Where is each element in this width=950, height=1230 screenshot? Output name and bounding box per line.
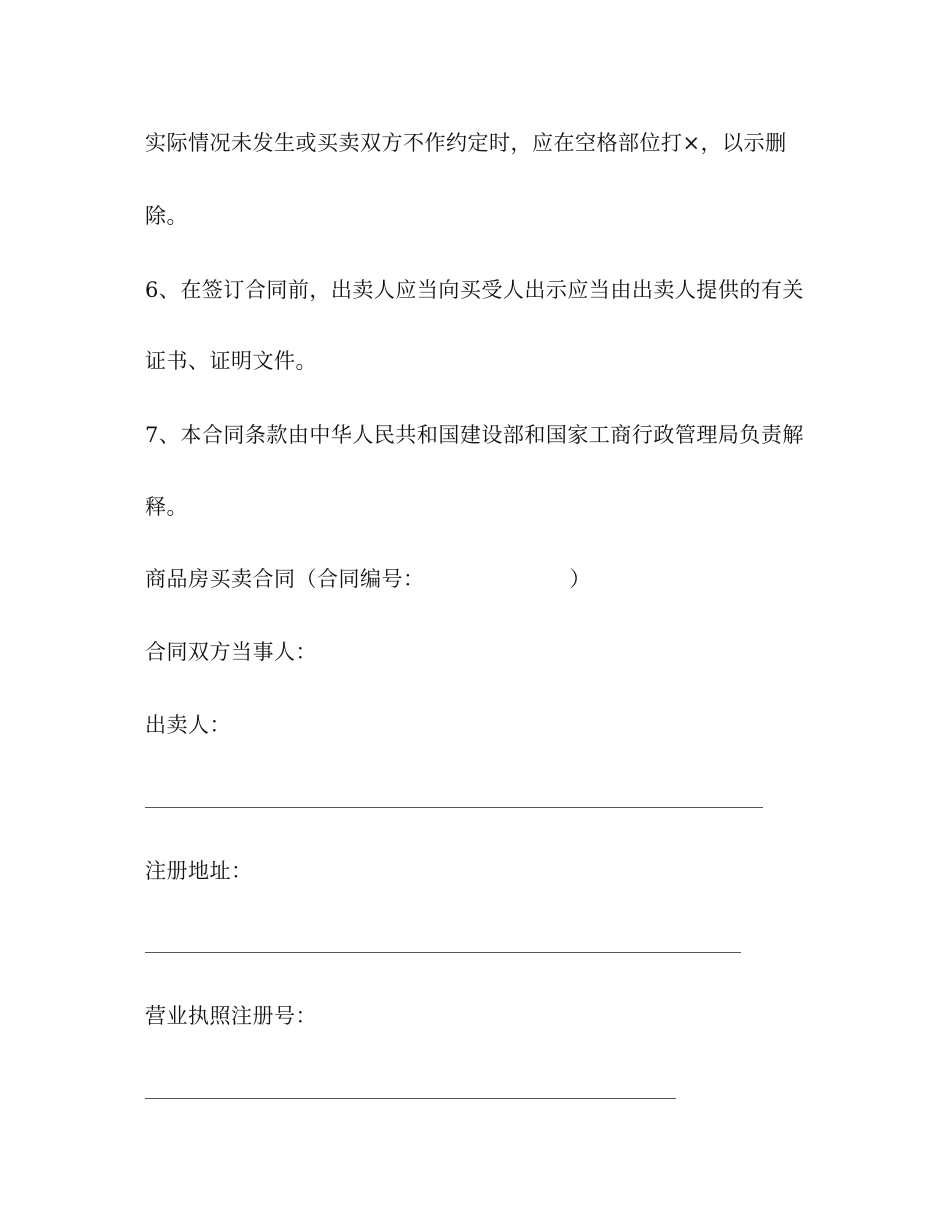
contract-title-suffix: ） [569,567,591,591]
seller-fill-line [145,807,763,808]
paragraph-6-line-1: 6、在签订合同前，出卖人应当向买受人出示应当由出卖人提供的有关 [145,278,804,302]
contract-title [145,564,591,594]
paragraph-7-line-2: 释。 [145,495,188,519]
paragraph-5-line-1: 实际情况未发生或买卖双方不作约定时，应在空格部位打×，以示删 [145,131,787,155]
paragraph-5-line-2: 除。 [145,204,188,228]
business-license-label: 营业执照注册号： [145,1004,317,1028]
license-fill-line [145,1098,676,1099]
registered-address-label: 注册地址： [145,859,253,883]
seller-label: 出卖人： [145,713,231,737]
address-fill-line [145,952,741,953]
contract-title-prefix: 商品房买卖合同（合同编号： [145,567,425,591]
parties-heading: 合同双方当事人： [145,640,317,664]
paragraph-7-line-1: 7、本合同条款由中华人民共和国建设部和国家工商行政管理局负责解 [145,423,804,447]
paragraph-6-line-2: 证书、证明文件。 [145,349,317,373]
